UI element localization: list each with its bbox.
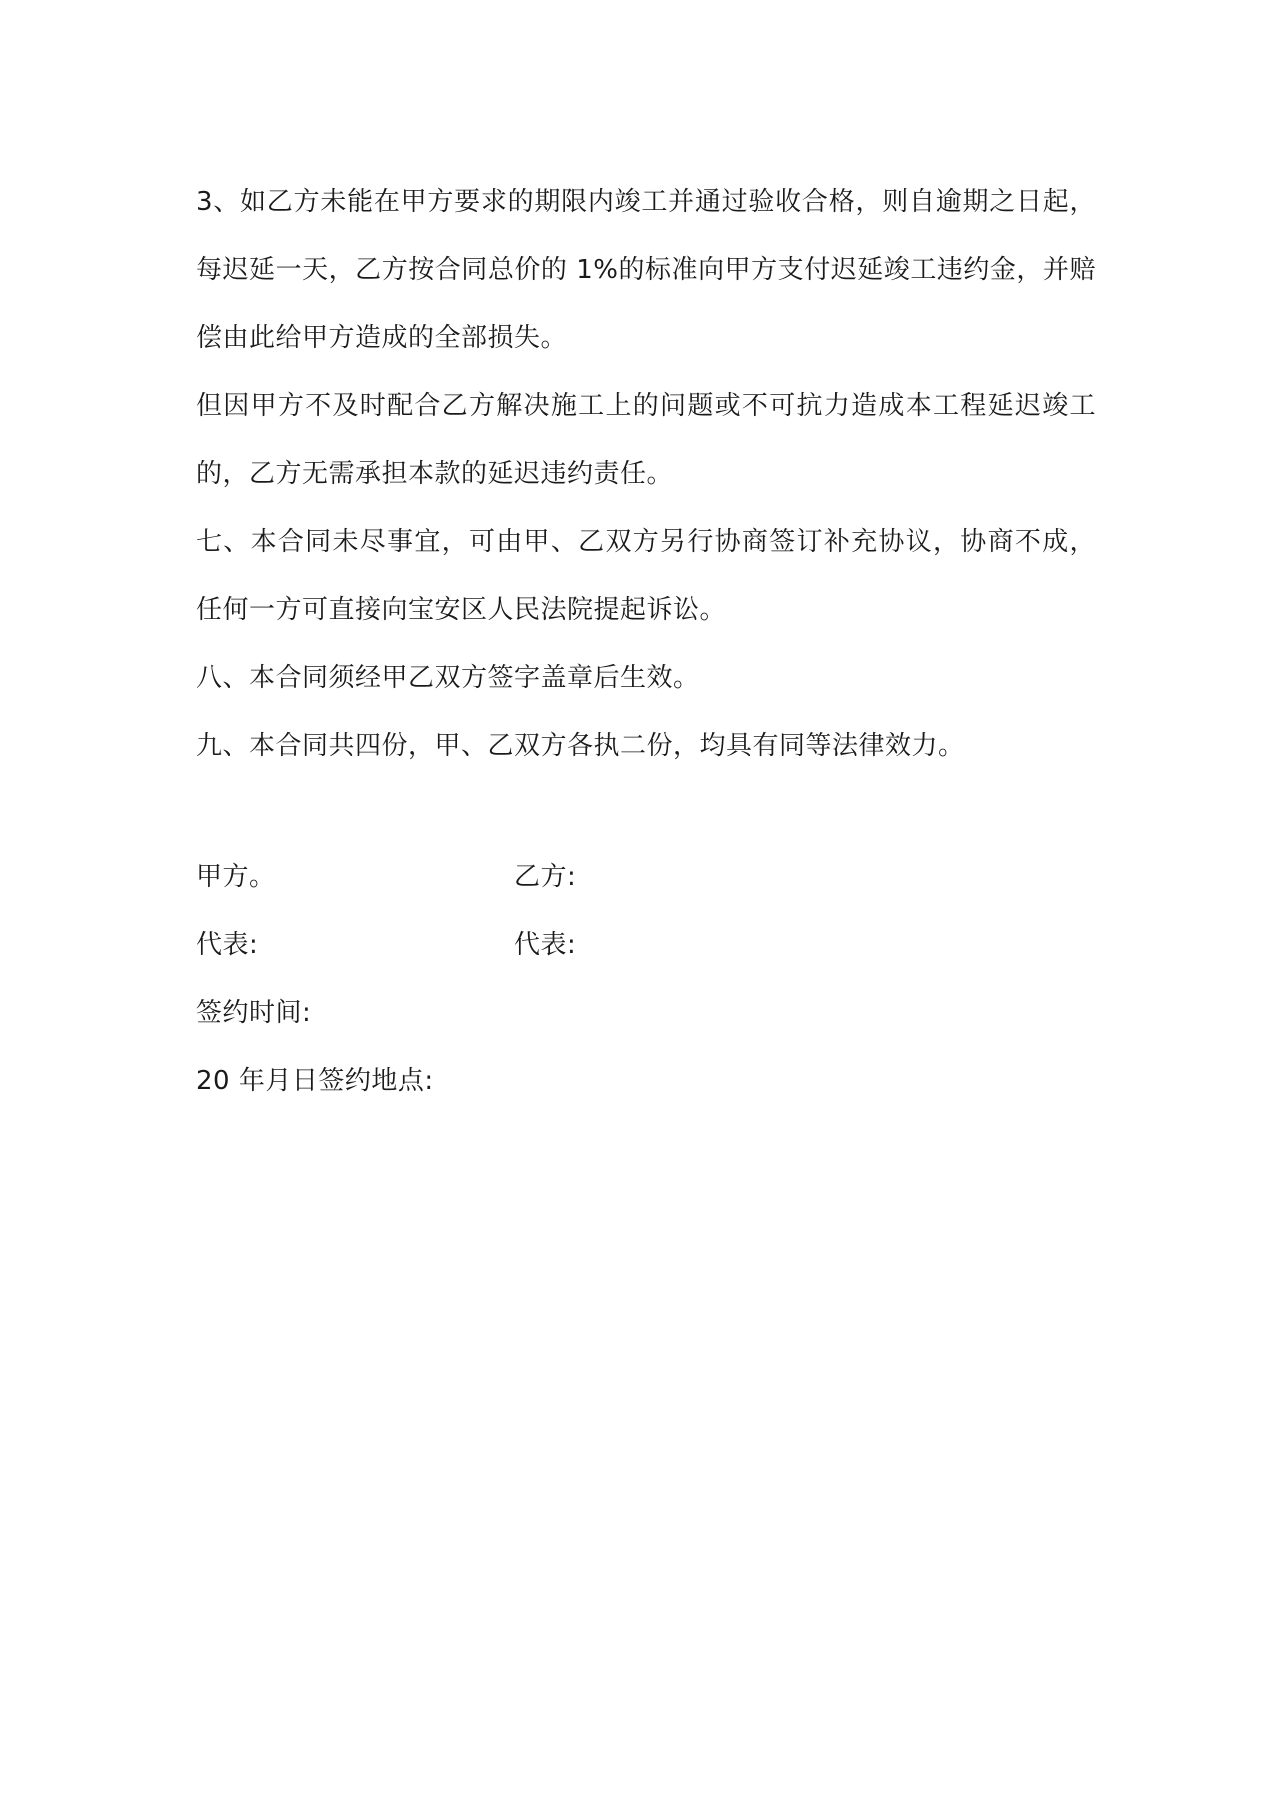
clause-8-paragraph: 八、本合同须经甲乙双方签字盖章后生效。	[196, 663, 700, 693]
contract-body	[196, 168, 1096, 780]
force-majeure-paragraph: 但因甲方不及时配合乙方解决施工上的问题或不可抗力造成本工程延迟竣工的，乙方无需承担本款的延迟违约责任。	[196, 391, 1096, 489]
party-a-representative-label: 代表:	[196, 929, 259, 960]
party-b-label: 乙方:	[514, 861, 577, 892]
signing-date-place-label: 20 年月日签约地点:	[196, 1065, 434, 1096]
clause-3-paragraph: 3、如乙方未能在甲方要求的期限内竣工并通过验收合格，则自逾期之日起，每迟延一天，乙方按合同总价的 1%的标准向甲方支付迟延竣工违约金，并赔偿由此给甲方造成的全部损失。	[196, 187, 1096, 353]
signing-date-place-row	[196, 1044, 1096, 1112]
signature-block	[196, 840, 1096, 1112]
clause-7-paragraph: 七、本合同未尽事宜，可由甲、乙双方另行协商签订补充协议，协商不成，任何一方可直接向宝安区人民法院提起诉讼。	[196, 527, 1096, 625]
party-a-label: 甲方。	[196, 861, 276, 892]
clause-9-paragraph: 九、本合同共四份，甲、乙双方各执二份，均具有同等法律效力。	[196, 731, 965, 761]
party-b-representative-label: 代表:	[514, 929, 577, 960]
signing-time-label: 签约时间:	[196, 997, 312, 1028]
signing-time-row	[196, 976, 1096, 1044]
party-row	[196, 840, 1096, 908]
representative-row	[196, 908, 1096, 976]
